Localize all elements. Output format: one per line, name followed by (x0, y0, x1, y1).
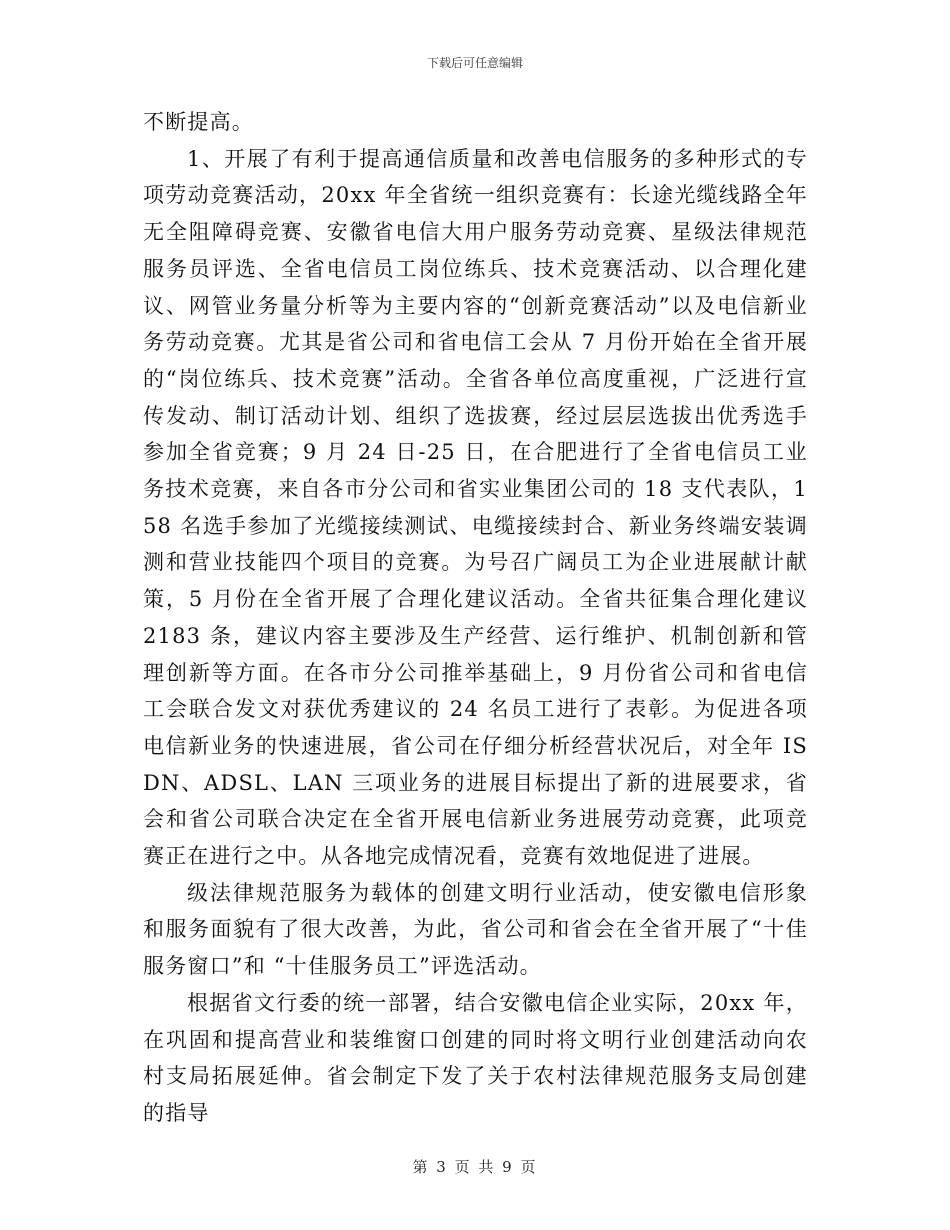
paragraph-labor-competition: 1、开展了有利于提高通信质量和改善电信服务的多种形式的专项劳动竞赛活动，20xx 年全省统一组织竞赛有：长途光缆线路全年无全阻障碍竞赛、安徽省电信大用户服务劳动竞赛、星级法律规范服务员评选、全省电信员工岗位练兵、技术竞赛活动、以合理化建议、网管业务量分析等为主要内容的“创新竞赛活动”以及电信新业务劳动竞赛。尤其是省公司和省电信工会从 7 月份开始在全省开展的“岗位练兵、技术竞赛”活动。全省各单位高度重视，广泛进行宣传发动、制订活动计划、组织了选拔赛，经过层层选拔出优秀选手参加全省竞赛；9 月 24 日-25 日，在合肥进行了全省电信员工业务技术竞赛，来自各市分公司和省实业集团公司的 18 支代表队，158 名选手参加了光缆接续测试、电缆接续封合、新业务终端安装调测和营业技能四个项目的竞赛。为号召广阔员工为企业进展献计献策，5 月份在全省开展了合理化建议活动。全省共征集合理化建议 2183 条，建议内容主要涉及生产经营、运行维护、机制创新和管理创新等方面。在各市分公司推举基础上，9 月份省公司和省电信工会联合发文对获优秀建议的 24 名员工进行了表彰。为促进各项电信新业务的快速进展，省公司在仔细分析经营状况后，对全年 ISDN、ADSL、LAN 三项业务的进展目标提出了新的进展要求，省会和省公司联合决定在全省开展电信新业务进展劳动竞赛，此项竞赛正在进行之中。从各地完成情况看，竞赛有效地促进了进展。 (143, 146, 808, 869)
page-number-footer: 第 3 页 共 9 页 (412, 1158, 538, 1176)
paragraph-civilized-industry: 级法律规范服务为载体的创建文明行业活动，使安徽电信形象和服务面貌有了很大改善，为此，省公司和省会在全省开展了“十佳服务窗口”和 “十佳服务员工”评选活动。 (143, 880, 808, 979)
paragraph-continuation: 不断提高。 (143, 110, 254, 134)
paragraph-rural-branch: 根据省文行委的统一部署，结合安徽电信企业实际，20xx 年，在巩固和提高营业和装维窗口创建的同时将文明行业创建活动向农村支局拓展延伸。省会制定下发了关于农村法律规范服务支局创建的指导 (143, 990, 808, 1125)
page-header-note: 下载后可任意编辑 (426, 56, 523, 70)
document-body (143, 104, 808, 1132)
